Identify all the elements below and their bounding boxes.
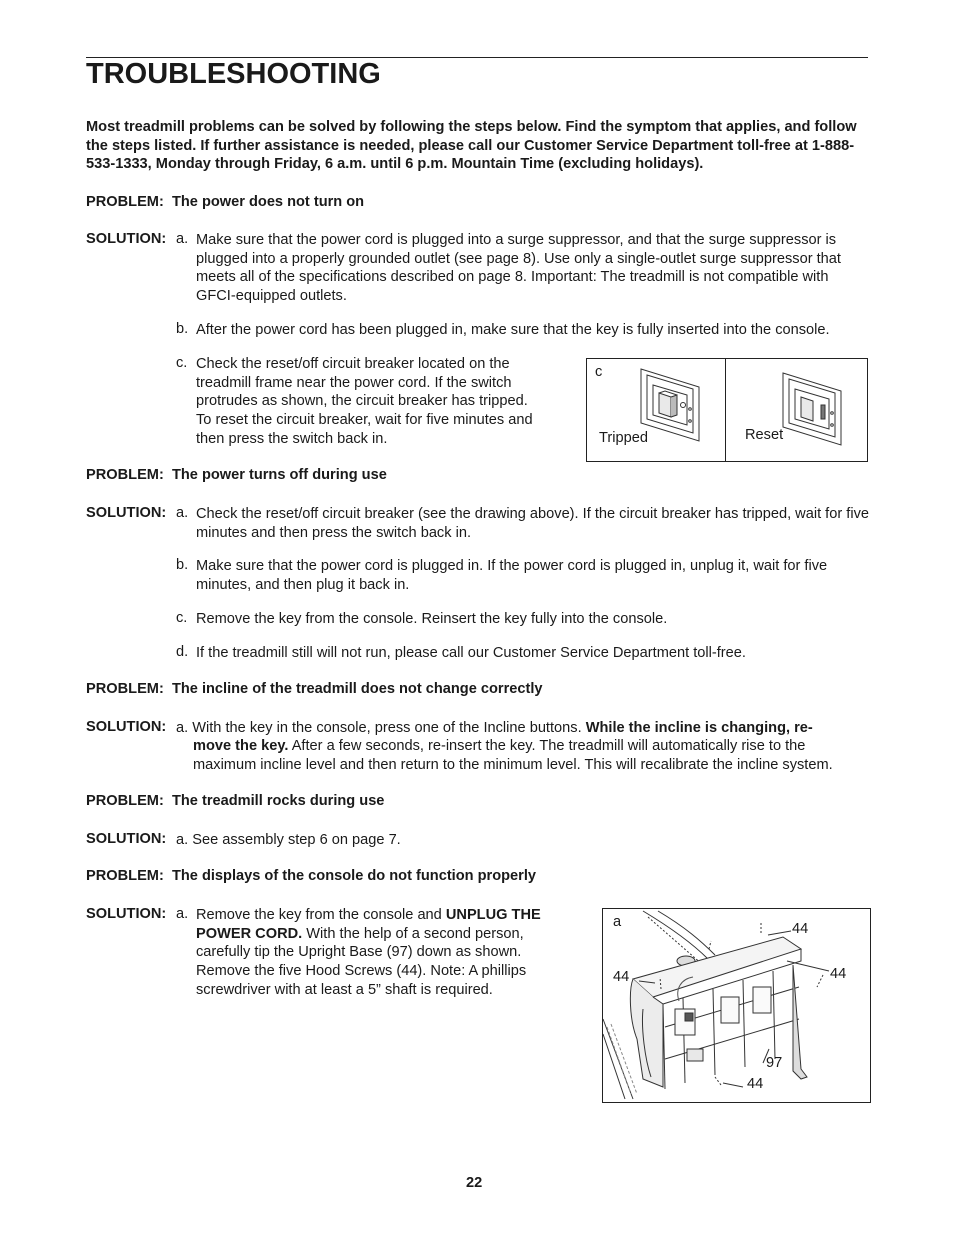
circuit-breaker-figure <box>586 358 868 462</box>
reset-label: Reset <box>745 427 784 443</box>
problem-heading-4: PROBLEM: The treadmill rocks during use <box>86 793 385 809</box>
problem-heading-5: PROBLEM: The displays of the console do not function properly <box>86 868 537 884</box>
solution-label-1: SOLUTION: <box>86 231 167 247</box>
solution-label-5: SOLUTION: <box>86 906 167 922</box>
step-marker: c. <box>176 355 188 371</box>
step-marker: d. <box>176 644 189 660</box>
problem-heading-3: PROBLEM: The incline of the treadmill does not change correctly <box>86 681 543 697</box>
callout-44: 44 <box>830 966 847 982</box>
step-marker: a. <box>176 505 189 521</box>
step-marker: a. <box>176 231 189 247</box>
tripped-label: Tripped <box>599 430 648 446</box>
callout-44: 44 <box>747 1076 764 1092</box>
step-marker: a. <box>176 906 189 922</box>
figure-letter: c <box>595 364 603 380</box>
problem-heading-2: PROBLEM: The power turns off during use <box>86 467 387 483</box>
figure-letter: a <box>613 914 622 930</box>
callout-44: 44 <box>613 969 630 985</box>
solution-label-3: SOLUTION: <box>86 719 167 735</box>
problem-heading-1: PROBLEM: The power does not turn on <box>86 194 365 210</box>
step-text-continued: move the key. After a few seconds, re-insert the key. The treadmill will automatically rise to the maximum incline level and then return to the minimum level. This will recalibrate the incline system. <box>193 738 833 773</box>
tripped-breaker-drawing <box>637 365 707 443</box>
upright-base-figure <box>602 908 871 1103</box>
intro-paragraph: Most treadmill problems can be solved by following the steps below. Find the symptom that applies, and follow the steps listed. If further assistance is needed, please call our Customer Service Department toll-free at 1-888-533-1333, Monday through Friday, 6 a.m. until 6 p.m. Mountain Time (excluding holidays). <box>86 119 857 173</box>
treadmill-hood-drawing <box>603 909 870 1102</box>
step-text: After the power cord has been plugged in, make sure that the key is fully inserted into the console. <box>196 322 830 338</box>
reset-breaker-drawing <box>779 369 849 447</box>
step-marker: b. <box>176 321 189 337</box>
callout-97: 97 <box>766 1055 783 1071</box>
step-text: Check the reset/off circuit breaker located on the treadmill frame near the power cord. If the switch protrudes as shown, the circuit breaker has tripped. To reset the circuit breaker, wait for five minutes and then press the switch back in. <box>196 356 533 447</box>
solution-label-2: SOLUTION: <box>86 505 167 521</box>
step-text: Make sure that the power cord is plugged in. If the power cord is plugged in, unplug it, wait for five minutes, and then plug it back in. <box>196 558 828 593</box>
step-text: If the treadmill still will not run, please call our Customer Service Department toll-free. <box>196 645 746 661</box>
step-marker: c. <box>176 610 188 626</box>
step-text: Make sure that the power cord is plugged into a surge suppressor, and that the surge suppressor is plugged into a properly grounded outlet (see page 8). Use only a single-outlet surge suppressor that meets all of the specifications described on page 8. Important: The treadmill is not compatible with GFCI-equipped outlets. <box>196 232 841 305</box>
figure-divider <box>725 359 726 461</box>
page-number: 22 <box>466 1175 483 1191</box>
step-text: a. See assembly step 6 on page 7. <box>176 832 401 848</box>
step-marker: b. <box>176 557 189 573</box>
callout-44: 44 <box>792 921 809 937</box>
step-text: Check the reset/off circuit breaker (see the drawing above). If the circuit breaker has tripped, wait for five minutes and then press the switch back in. <box>196 506 869 541</box>
page-title: TROUBLESHOOTING <box>86 58 381 90</box>
step-text: Remove the key from the console and UNPLUG THE POWER CORD. With the help of a second person, carefully tip the Upright Base (97) down as shown. Remove the five Hood Screws (44). Note: A phillips screwdriver with at least a 5” shaft is required. <box>196 907 541 998</box>
solution-label-4: SOLUTION: <box>86 831 167 847</box>
step-text-line-1: a. With the key in the console, press one of the Incline buttons. While the incline is changing, re- <box>176 720 813 736</box>
step-text: Remove the key from the console. Reinsert the key fully into the console. <box>196 611 668 627</box>
